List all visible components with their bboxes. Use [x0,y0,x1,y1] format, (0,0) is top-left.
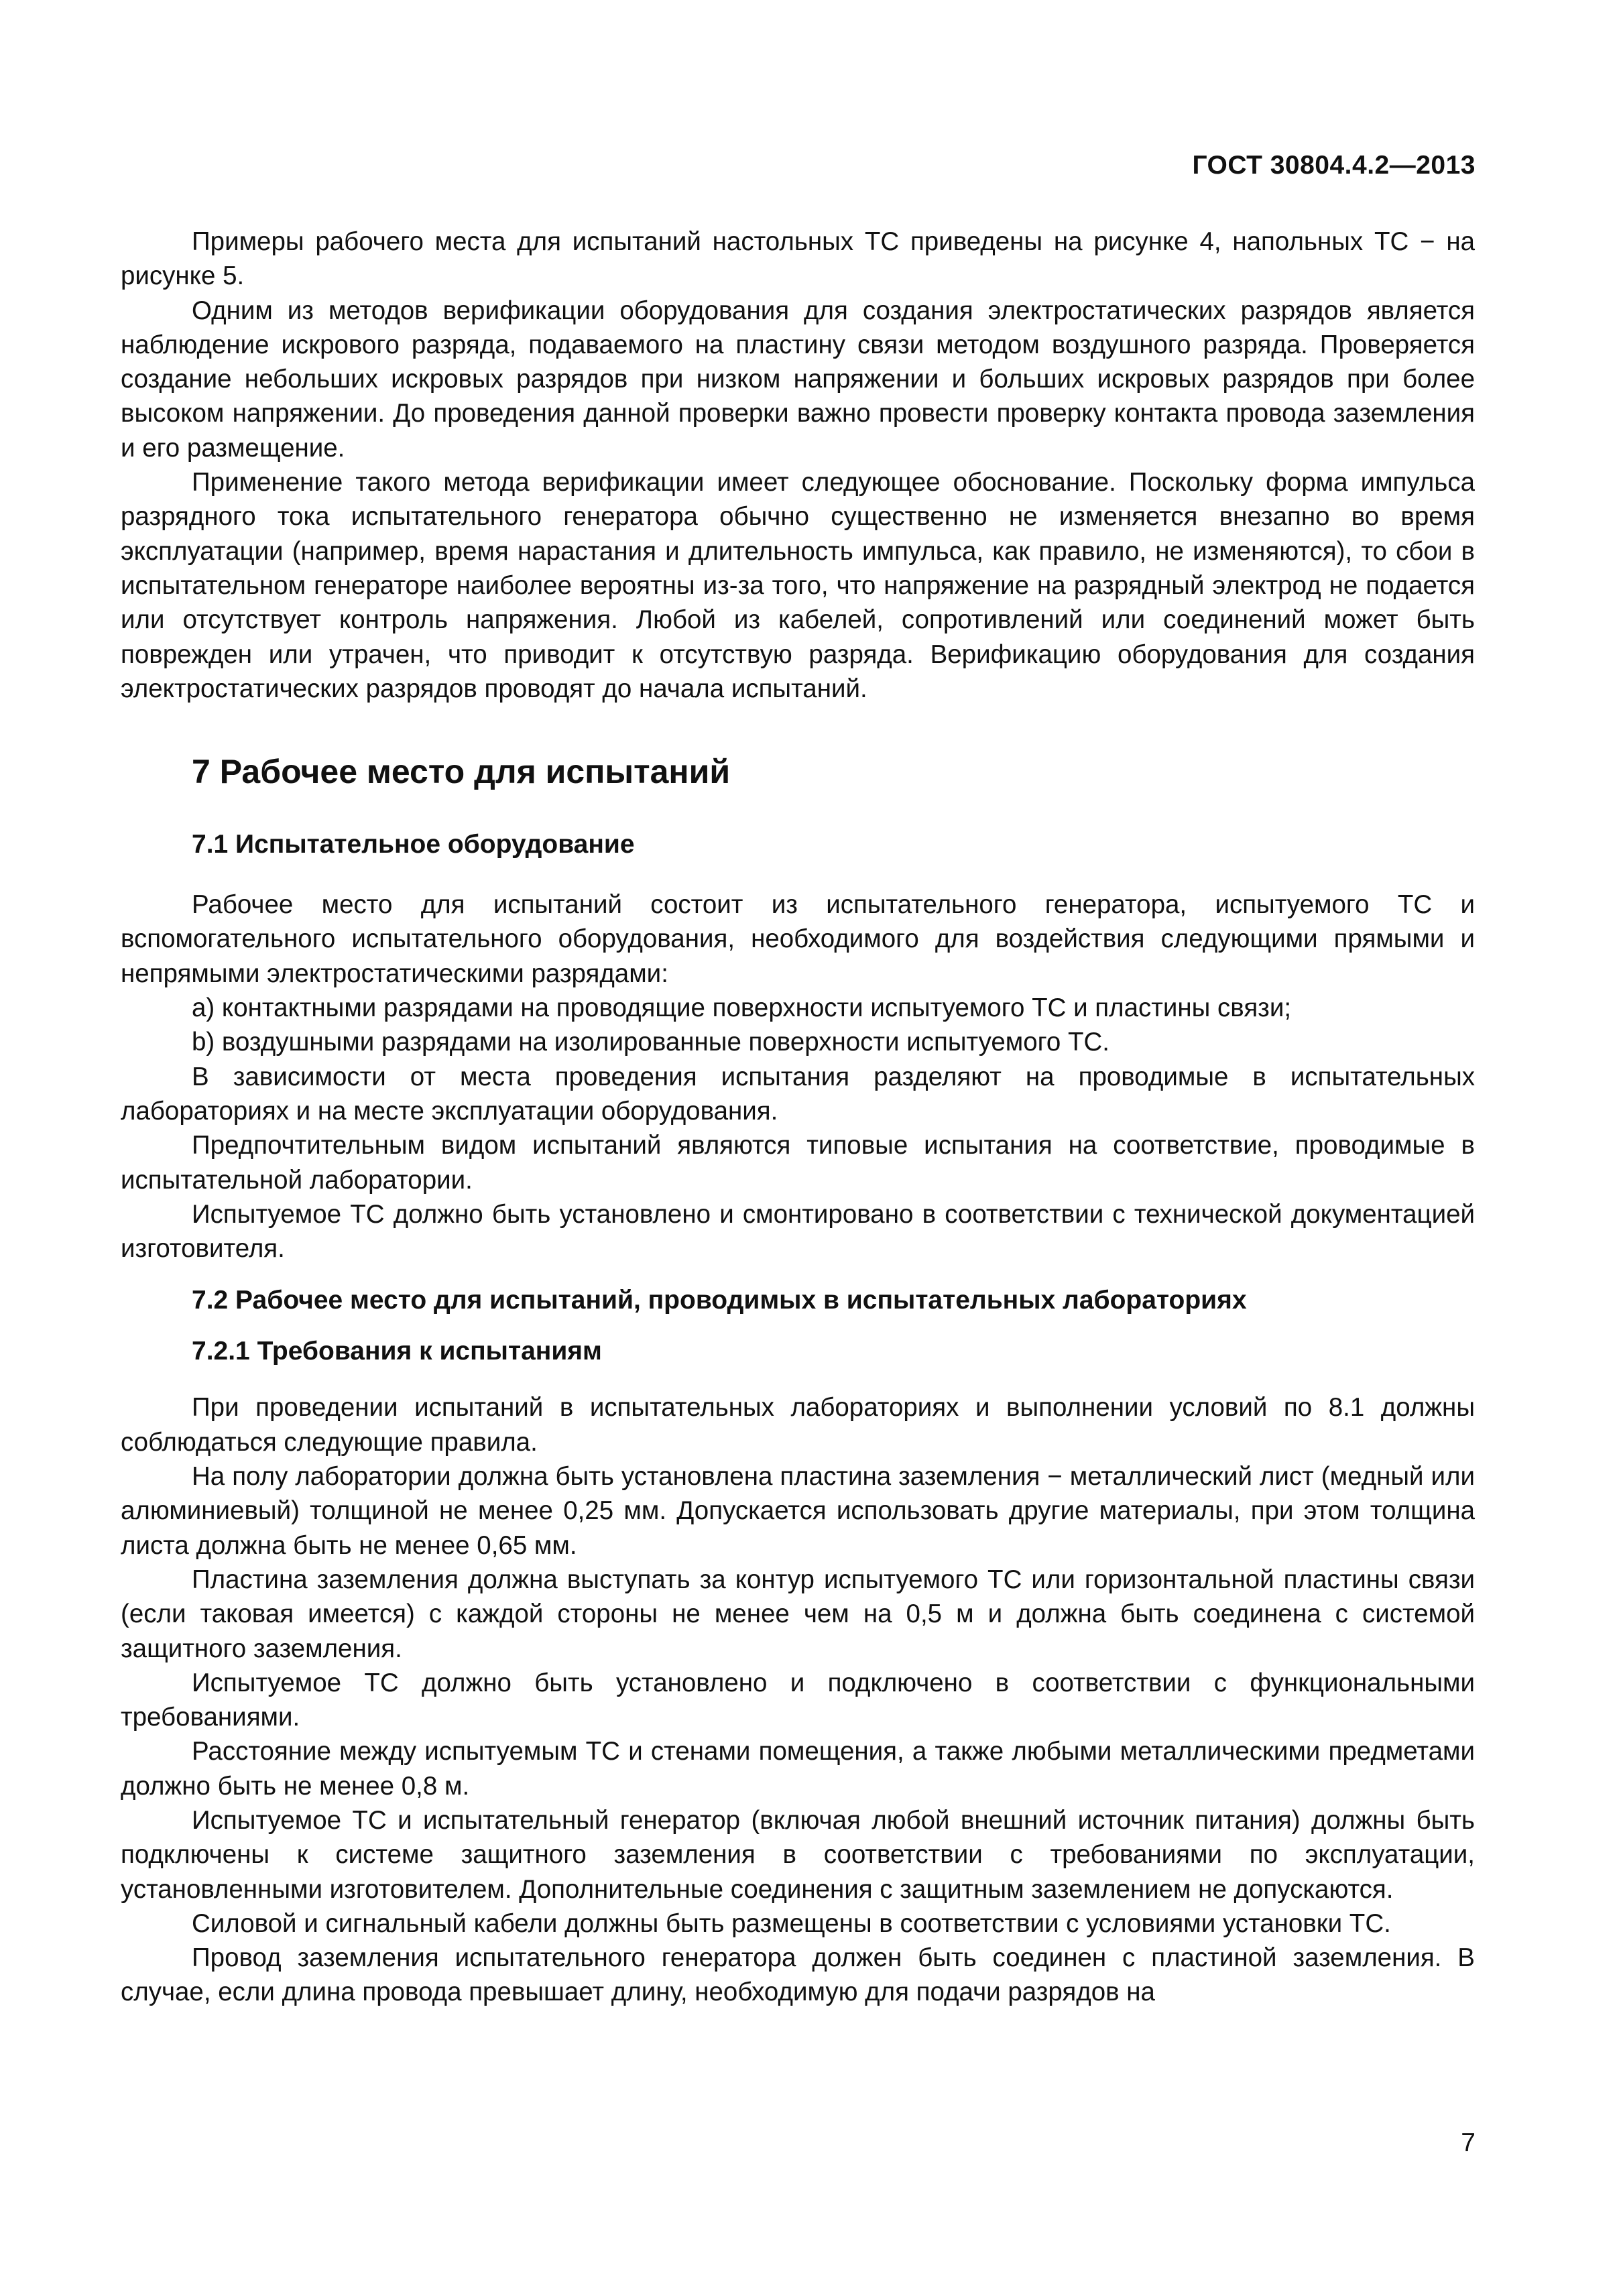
paragraph: При проведении испытаний в испытательных лабораториях и выполнении условий по 8.1 должны соблюдаться следующие правила. [121,1393,1475,1457]
page-number: 7 [1461,2128,1476,2157]
paragraph: В зависимости от места проведения испытания разделяют на проводимые в испытательных лабораториях и на месте эксплуатации оборудования. [121,1062,1475,1126]
subsection-heading-7-1: 7.1 Испытательное оборудование [192,830,635,859]
section-heading-7: 7 Рабочее место для испытаний [192,753,731,791]
paragraph: Испытуемое ТС должно быть установлено и подключено в соответствии с функциональными требованиями. [121,1668,1475,1732]
paragraph: Рабочее место для испытаний состоит из испытательного генератора, испытуемого ТС и вспомогательного испытательного оборудования, необходимого для воздействия следующими прямыми и непрямыми электростатическими разрядами: [121,890,1475,988]
paragraph: Провод заземления испытательного генератора должен быть соединен с пластиной заземления. В случае, если длина провода превышает длину, необходимую для подачи разрядов на [121,1943,1475,2007]
list-item-b: b) воздушными разрядами на изолированные поверхности испытуемого ТС. [192,1028,1110,1057]
paragraph: Испытуемое ТС должно быть установлено и смонтировано в соответствии с технической документацией изготовителя. [121,1199,1475,1264]
paragraph: Силовой и сигнальный кабели должны быть размещены в соответствии с условиями установки ТС. [192,1909,1391,1938]
paragraph: Пластина заземления должна выступать за контур испытуемого ТС или горизонтальной пластины связи (если таковая имеется) с каждой стороны не менее чем на 0,5 м и должна быть соединена с системой защитного заземления. [121,1565,1475,1663]
paragraph: Испытуемое ТС и испытательный генератор (включая любой внешний источник питания) должны быть подключены к системе защитного заземления в соответствии с требованиями по эксплуатации, установленными изготовителем. Дополнительные соединения с защитным заземлением не допускаются. [121,1805,1475,1904]
document-standard-id: ГОСТ 30804.4.2—2013 [1192,151,1476,180]
paragraph: Расстояние между испытуемым ТС и стенами помещения, а также любыми металлическими предметами должно быть не менее 0,8 м. [121,1737,1475,1801]
subsection-heading-7-2-1: 7.2.1 Требования к испытаниям [192,1337,602,1366]
paragraph: На полу лаборатории должна быть установлена пластина заземления − металлический лист (медный или алюминиевый) толщиной не менее 0,25 мм. Допускается использовать другие материалы, при этом толщина листа должна быть не менее 0,65 мм. [121,1462,1475,1560]
subsection-heading-7-2: 7.2 Рабочее место для испытаний, проводимых в испытательных лабораториях [192,1286,1247,1315]
paragraph: Предпочтительным видом испытаний являются типовые испытания на соответствие, проводимые в испытательной лаборатории. [121,1131,1475,1195]
list-item-a: a) контактными разрядами на проводящие поверхности испытуемого ТС и пластины связи; [192,993,1292,1023]
paragraph: Применение такого метода верификации имеет следующее обоснование. Поскольку форма импульса разрядного тока испытательного генератора обычно существенно не изменяется внезапно во время эксплуатации (например, время нарастания и длительность импульса, как правило, не изменяются), то сбои в испытательном генераторе наиболее вероятны из-за того, что напряжение на разрядный электрод не подается или отсутствует контроль напряжения. Любой из кабелей, сопротивлений или соединений может быть поврежден или утрачен, что приводит к отсутствую разряда. Верификацию оборудования для создания электростатических разрядов проводят до начала испытаний. [121,468,1475,703]
page-body [121,225,1475,2010]
paragraph: Одним из методов верификации оборудования для создания электростатических разрядов является наблюдение искрового разряда, подаваемого на пластину связи методом воздушного разряда. Проверяется создание небольших искровых разрядов при низком напряжении и больших искровых разрядов при более высоком напряжении. До проведения данной проверки важно провести проверку контакта провода заземления и его размещение. [121,296,1475,463]
paragraph: Примеры рабочего места для испытаний настольных ТС приведены на рисунке 4, напольных ТС − на рисунке 5. [121,227,1475,291]
